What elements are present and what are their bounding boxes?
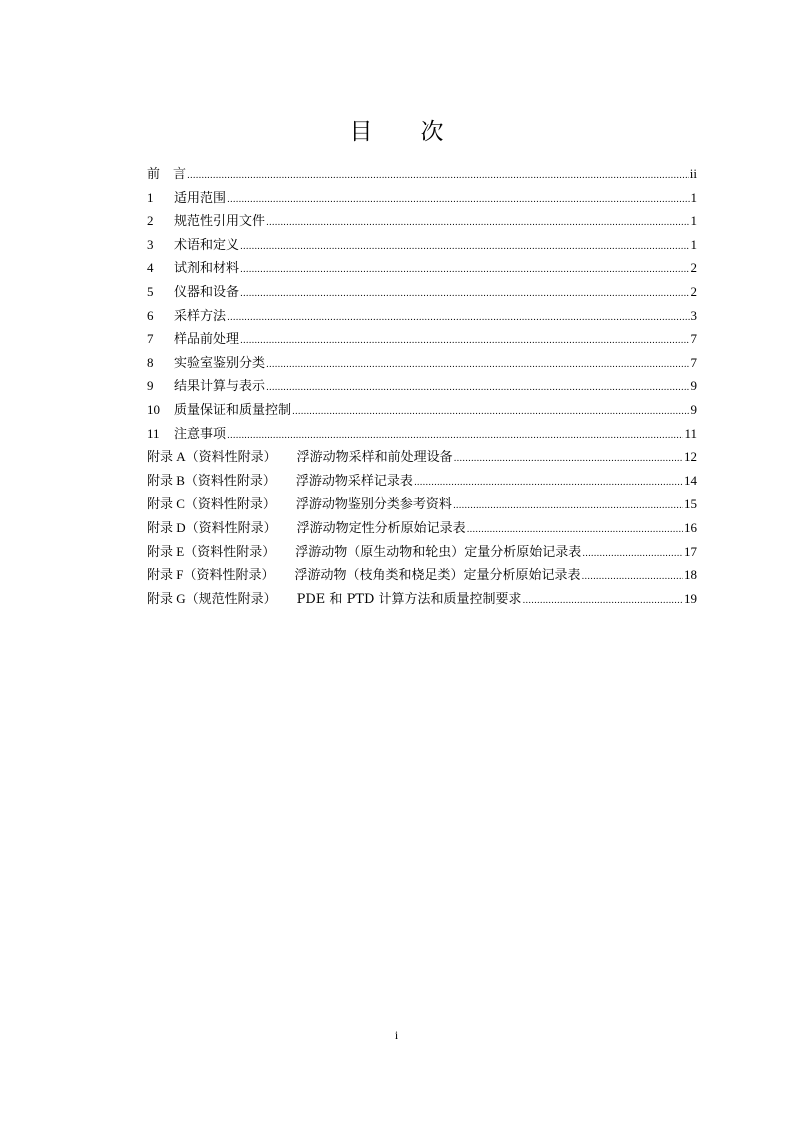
appendix-title: 浮游动物（枝角类和桡足类）定量分析原始记录表 — [294, 568, 581, 584]
chapter-number: 5 — [147, 283, 154, 299]
dot-leader — [240, 238, 689, 253]
dot-leader — [582, 568, 684, 583]
chapter-title: 实验室鉴别分类 — [174, 355, 266, 371]
toc-page-number: 14 — [684, 472, 697, 488]
dot-leader — [266, 356, 689, 371]
toc-entry-appendix-d[interactable] — [147, 517, 697, 541]
toc-page-number: 1 — [690, 189, 697, 205]
dot-leader — [523, 592, 683, 607]
dot-leader — [227, 309, 689, 324]
toc-entry-chapter-11[interactable] — [147, 423, 697, 447]
toc-page-number: 7 — [690, 354, 697, 370]
dot-leader — [240, 261, 689, 276]
toc-title-left: 目 — [349, 119, 373, 145]
preface-right: 言 — [173, 167, 187, 182]
toc-page-number: 19 — [684, 590, 697, 606]
appendix-title: 浮游动物鉴别分类参考资料 — [295, 497, 452, 513]
dot-leader — [266, 379, 689, 394]
dot-leader — [227, 427, 683, 442]
chapter-title: 试剂和材料 — [174, 261, 240, 277]
appendix-label: 附录 A（资料性附录） — [147, 449, 277, 465]
toc-entry-appendix-f[interactable] — [147, 564, 697, 588]
dot-leader — [240, 332, 689, 347]
toc-page-number: 3 — [690, 307, 697, 323]
chapter-number: 11 — [147, 425, 160, 441]
chapter-number: 4 — [147, 260, 154, 276]
chapter-title: 采样方法 — [174, 308, 227, 324]
appendix-title: 浮游动物采样和前处理设备 — [296, 450, 453, 466]
toc-page-number: ii — [689, 166, 697, 181]
appendix-label: 附录 D（资料性附录） — [147, 519, 277, 535]
dot-leader — [453, 497, 683, 512]
appendix-label: 附录 E（资料性附录） — [147, 543, 276, 559]
toc-entry-appendix-e[interactable] — [147, 541, 697, 565]
toc-entry-appendix-b[interactable] — [147, 470, 697, 494]
chapter-number: 7 — [147, 331, 154, 347]
chapter-number: 9 — [147, 378, 154, 394]
toc-title-right: 次 — [420, 119, 444, 145]
chapter-title: 结果计算与表示 — [174, 379, 266, 395]
toc-page-number: 18 — [684, 567, 697, 583]
toc-page-number: 11 — [684, 425, 697, 441]
appendix-label: 附录 B（资料性附录） — [147, 472, 276, 488]
chapter-title: 质量保证和质量控制 — [174, 402, 292, 418]
dot-leader — [454, 450, 683, 465]
toc-entry-chapter-9[interactable] — [147, 375, 697, 399]
appendix-label: 附录 C（资料性附录） — [147, 496, 276, 512]
dot-leader — [266, 214, 689, 229]
toc-entry-preface[interactable] — [147, 163, 697, 187]
toc-page-number: 16 — [684, 519, 697, 535]
dot-leader — [292, 403, 689, 418]
toc-entry-chapter-1[interactable] — [147, 187, 697, 211]
toc-page-number: 1 — [690, 213, 697, 229]
dot-leader — [414, 474, 683, 489]
appendix-title: 浮游动物采样记录表 — [295, 473, 413, 489]
toc-entry-chapter-7[interactable] — [147, 328, 697, 352]
toc-page-number: 12 — [684, 449, 697, 465]
toc-page-number: 2 — [690, 260, 697, 276]
toc-page-number: 7 — [690, 331, 697, 347]
chapter-number: 6 — [147, 307, 154, 323]
dot-leader — [582, 545, 683, 560]
chapter-number: 1 — [147, 189, 154, 205]
toc-entry-chapter-3[interactable] — [147, 234, 697, 258]
toc-page-number: 9 — [690, 401, 697, 417]
page-footer-number: i — [394, 1028, 399, 1042]
chapter-title: 注意事项 — [174, 426, 227, 442]
toc-entry-chapter-10[interactable] — [147, 399, 697, 423]
toc-page-number: 1 — [690, 236, 697, 252]
chapter-title: 仪器和设备 — [174, 284, 240, 300]
dot-leader — [467, 521, 683, 536]
appendix-label: 附录 G（规范性附录） — [147, 590, 277, 606]
appendix-label: 附录 F（资料性附录） — [147, 567, 275, 583]
preface-left: 前 — [147, 167, 161, 182]
toc-entry-chapter-2[interactable] — [147, 210, 697, 234]
chapter-title: 样品前处理 — [174, 332, 240, 348]
chapter-title: 适用范围 — [174, 190, 227, 206]
dot-leader — [187, 167, 689, 182]
chapter-number: 8 — [147, 354, 154, 370]
toc-page-number: 15 — [684, 496, 697, 512]
chapter-title: 术语和定义 — [174, 237, 240, 253]
chapter-number: 3 — [147, 236, 154, 252]
chapter-number: 2 — [147, 213, 154, 229]
toc-entry-chapter-4[interactable] — [147, 257, 697, 281]
toc-entry-chapter-6[interactable] — [147, 305, 697, 329]
chapter-title: 规范性引用文件 — [174, 214, 266, 230]
toc-entry-appendix-a[interactable] — [147, 446, 697, 470]
table-of-contents — [147, 163, 697, 611]
toc-entry-chapter-5[interactable] — [147, 281, 697, 305]
toc-page-number: 17 — [684, 543, 697, 559]
toc-page-number: 2 — [690, 283, 697, 299]
toc-entry-appendix-c[interactable] — [147, 493, 697, 517]
appendix-title: 浮游动物定性分析原始记录表 — [296, 520, 466, 536]
chapter-number: 10 — [147, 401, 160, 417]
appendix-title: PDE 和 PTD 计算方法和质量控制要求 — [296, 591, 522, 607]
dot-leader — [240, 285, 689, 300]
toc-title — [0, 113, 793, 146]
dot-leader — [227, 191, 689, 206]
toc-entry-chapter-8[interactable] — [147, 352, 697, 376]
appendix-title: 浮游动物（原生动物和轮虫）定量分析原始记录表 — [295, 544, 582, 560]
toc-entry-appendix-g[interactable] — [147, 588, 697, 612]
toc-page-number: 9 — [690, 378, 697, 394]
